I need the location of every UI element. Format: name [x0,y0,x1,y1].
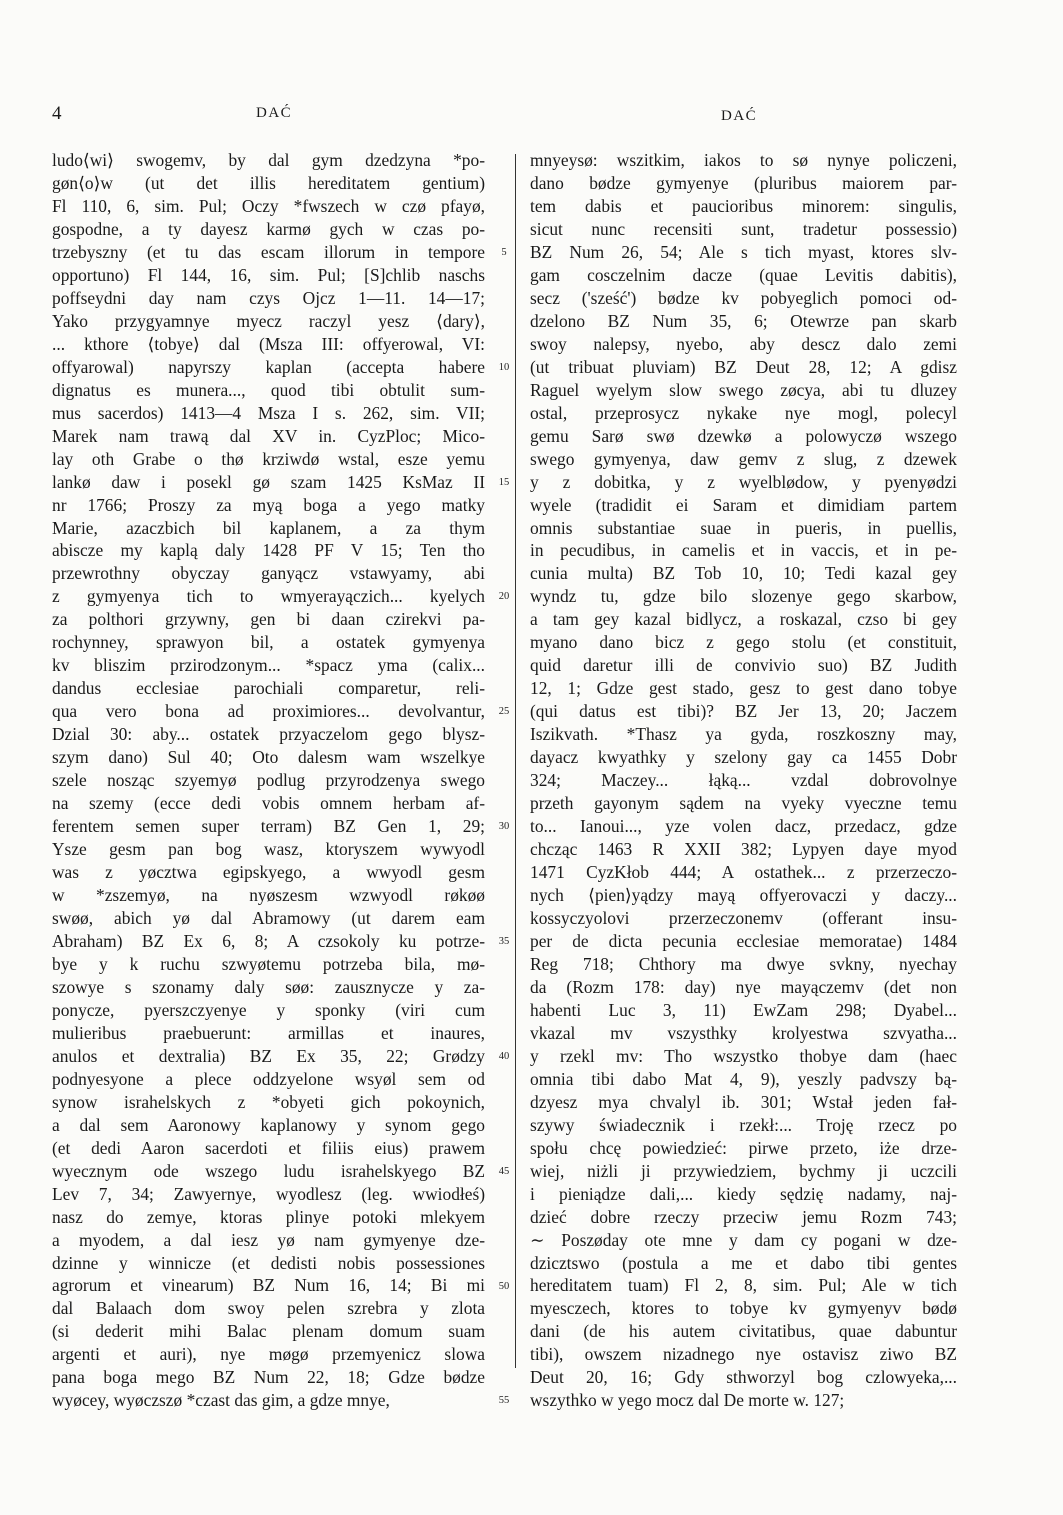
text-line: wyndz tu, gdze bilo slozenye gego skarbow, [530,586,957,607]
text-line: szywy świadecznik i rzekł:... Troję rzecz po [530,1114,957,1135]
text-line: 1471 CyzKłob 444; A ostathek... z przerzeczo- [530,862,957,883]
text-line: gemu Sarø swø dzewkø a polowyczø wszego [530,425,957,446]
text-line: per de dicta pecunia ecclesiae memoratae) 1484 [530,930,957,951]
text-line: wiej, niżli ji przywiedziem, bychmy ji uczcili [530,1160,957,1181]
text-line: przeth gayonym sądem na vyeky vyeczne temu [530,793,957,814]
text-line: anulos et dextralia) BZ Ex 35, 22; Grødzy [52,1045,485,1066]
text-line: Abraham) BZ Ex 6, 8; A czsokoly ku potrze- [52,930,485,951]
right-column [530,149,957,1412]
text-line: dzicztswo (postula a me et dabo tibi gentes [530,1252,957,1273]
text-line: dignatus es munera..., quod tibi obtulit sum- [52,379,485,400]
text-line: dani (de his autem civitatibus, quae dabuntur [530,1321,957,1342]
text-line: myano dano bicz z gego stolu (et constituit, [530,632,957,653]
text-line: dano bødze gymyenye (pluribus maiorem par- [530,172,957,193]
text-line: Ysze gesm pan bog wasz, ktoryszem wywyodl [52,839,485,860]
text-line: z gymyenya tich to wmyerayączich... kyelych [52,586,485,607]
text-line: wyøcey, wyøczszø *czast das gim, a gdze mnye, [52,1390,390,1411]
text-line: a dal sem Aaronowy kaplanowy y synom gego [52,1114,485,1135]
text-line: y z dobitka, y z wyelblødow, y pyenyødzi [530,471,957,492]
line-number: 35 [498,935,510,947]
text-line: swøø, abich yø dal Abramowy (ut darem eam [52,907,485,928]
text-line: Dzial 30: aby... ostatek przyaczelom gego blysz- [52,724,485,745]
text-line: Iszikvath. *Thasz ya gyda, roszkoszny may, [530,724,957,745]
line-number: 30 [498,821,510,833]
text-line: (si dederit mihi Balac plenam domum suam [52,1321,485,1342]
text-line: a myodem, a dal iesz yø nam gymyenye dze- [52,1229,485,1250]
text-line: mnyeysø: wszitkim, iakos to sø nynye policzeni, [530,150,957,170]
text-line: Deut 20, 16; Gdy sthworzyl bog czlowyeka,... [530,1367,957,1388]
text-line: pana boga mego BZ Num 22, 18; Gdze bødze [52,1367,485,1388]
left-column [52,149,485,1412]
text-line: (ut tribuat pluviam) BZ Deut 28, 12; A gdisz [530,356,957,377]
text-line: ludo⟨wi⟩ swogemv, by dal gym dzedzyna *po- [52,150,485,170]
text-line: omnis substantiae suae in pueris, in puellis, [530,517,957,538]
text-line: poffseydni day nam czys Ojcz 1—11. 14—17; [52,287,485,308]
text-line: ∼ Poszøday ote mne y dam cy pogani w dze- [530,1229,957,1250]
running-head-left: DAĆ [256,105,293,121]
line-number: 50 [498,1280,510,1292]
text-line: offyarowal) napyrszy kaplan (accepta habere [52,356,485,377]
text-line: swego gymyenya, daw gemv z slug, z dzewek [530,448,957,469]
line-number: 25 [498,706,510,718]
text-line: Lev 7, 34; Zawyernye, wyodlesz (leg. wwiodłeś) [52,1183,485,1204]
text-line: Raguel wyelym slow swego zøcya, abi tu dluzey [530,379,957,400]
text-line: in pecudibus, in camelis et in vaccis, et in pe- [530,540,957,561]
text-line: BZ Num 26, 54; Ale s tich myast, ktores slv- [530,241,957,262]
text-line: omnia tibi dabo Mat 4, 9), yeszly padvszy bą- [530,1068,957,1089]
text-line: quid daretur illi de convivio suo) BZ Judith [530,655,957,676]
text-line: chcząc 1463 R XXII 382; Lypyen daye myod [530,839,957,860]
text-line: dzyesz mya chvalyl ib. 301; Wstał jeden fał- [530,1091,957,1112]
text-line: gam cosczelnim dacze (quae Levitis dabitis), [530,264,957,285]
text-line: dandus ecclesiae parochiali comparetur, reli- [52,678,485,699]
text-line: hereditatem tuam) Fl 2, 8, sim. Pul; Ale w tich [530,1275,957,1296]
text-line: podnyesyone a plece oddzyelone wsyøl sem od [52,1068,485,1089]
text-line: opportuno) Fl 144, 16, sim. Pul; [S]chlib naschs [52,264,485,285]
text-line: habenti Luc 3, 11) EwZam 298; Dyabel... [530,999,957,1020]
text-line: sicut nunc recensiti sunt, tradetur possessio) [530,218,957,239]
text-line: gøn⟨o⟩w (ut det illis hereditatem gentium) [52,172,485,193]
text-line: szele nosząc szyemyø podlug przyrodzenya swego [52,770,485,791]
text-line: synow israhelskych z *obyeti gich pokoynich, [52,1091,485,1112]
text-line: tem dabis et paucioribus minorem: singulis, [530,195,957,216]
text-line: gospodne, a ty dayesz karmø gych w czas po- [52,218,485,239]
text-line: qua vero bona ad proximiores... devolvantur, [52,701,485,722]
text-line: Reg 718; Chthory ma dwye svkny, nyechay [530,953,957,974]
text-line: Yako przygyamnye myecz raczyl yesz ⟨dary⟩, [52,310,485,331]
text-line: Marie, azaczbich bil kaplanem, a za thym [52,517,485,538]
text-line: a tam gey kazal bidlycz, a roskazal, czso bi gey [530,609,957,630]
line-number: 40 [498,1050,510,1062]
text-line: abiscze my kaplą daly 1428 PF V 15; Ten tho [52,540,485,561]
text-line: ferentem semen super terram) BZ Gen 1, 29; [52,816,485,837]
text-line: nych ⟨pien⟩yądzy mayą offyerovaczi y daczy... [530,885,957,905]
column-divider [515,154,516,1368]
text-line: wyecznym ode wszego ludu israhelskyego BZ [52,1160,485,1181]
line-number: 10 [498,361,510,373]
text-line: (qui datus est tibi)? BZ Jer 13, 20; Jaczem [530,701,957,722]
text-line: swoy nalepsy, nyebo, aby descz dalo zemi [530,333,957,354]
text-line: przewrothny obyczay ganyącz vstawyamy, abi [52,563,485,584]
line-number: 5 [501,246,507,258]
line-number: 15 [498,476,510,488]
text-line: dzelono BZ Num 35, 6; Otewrze pan skarb [530,310,957,331]
text-line: społu chcę powiedzieć: pirwe przeto, iże drze- [530,1137,957,1158]
text-line: ostal, przeprosycz nykake nye mogl, polecyl [530,402,957,423]
text-line: to... Ianoui..., yze volen dacz, przedacz, gdze [530,816,957,837]
text-line: agrorum et vinearum) BZ Num 16, 14; Bi mi [52,1275,485,1296]
text-line: rochynney, sprawyon bil, a ostatek gymyenya [52,632,485,653]
text-line: lay oth Grabe o thø krziwdø wstal, esze yemu [52,448,485,469]
page-number: 4 [52,103,62,124]
text-line: cunia multa) BZ Tob 10, 10; Tedi kazal gey [530,563,957,584]
line-number: 20 [498,591,510,603]
text-line: wszythko w yego mocz dal De morte w. 127; [530,1390,845,1411]
text-line: da (Rozm 178: day) nye mayączemv (det non [530,976,957,997]
text-line: dal Balaach dom swoy pelen szrebra y zlota [52,1298,485,1319]
text-line: wyele (tradidit ei Saram et dimidiam partem [530,494,957,515]
text-line: dayacz kwyathky y szelony gay ca 1455 Dobr [530,747,957,768]
text-line: (et dedi Aaron sacerdoti et filiis eius) prawem [52,1137,485,1158]
text-line: Fl 110, 6, sim. Pul; Oczy *fwszech w czø pfayø, [52,195,485,216]
text-line: ponycze, pyerszczyenye y sponky (viri cum [52,999,485,1020]
text-line: Marek nam trawą dal XV in. CyzPloc; Mico- [52,425,485,446]
text-line: szym dano) Sul 40; Oto dalesm wam wszelkye [52,747,485,768]
text-line: bye y k ruchu szwyøtemu potrzeba bila, mø- [52,953,485,974]
text-line: dzieć dobre rzeczy przeciw jemu Rozm 743; [530,1206,957,1227]
text-line: lankø daw i posekl gø szam 1425 KsMaz II [52,471,485,492]
text-line: na szemy (ecce dedi vobis omnem herbam af- [52,793,485,814]
text-line: nasz do zemye, ktoras plinye potoki mlekyem [52,1206,485,1227]
text-line: kossyczyolovi przerzeczonemv (offerant insu- [530,907,957,928]
text-line: secz ('sześć') bødze kv pobyeglich pomoci od- [530,287,957,308]
text-line: szowye s szonamy daly søø: zausznycze y za- [52,976,485,997]
text-line: argenti et auri), nye møgø przemyenicz slowa [52,1344,485,1365]
text-line: myesczech, ktores to tobye kv gymyenyv bødø [530,1298,957,1319]
text-line: i pieniądze dali,... kiedy sędzię nadamy, naj- [530,1183,957,1204]
text-line: dzinne y winnicze (et dedisti nobis possessiones [52,1252,485,1273]
text-line: was z yøcztwa egipskyego, a wwyodl gesm [52,862,485,883]
text-line: trzebyszny (et tu das escam illorum in tempore [52,241,485,262]
text-line: w *zszemyø, na nyøszesm wzwyodl røkøø [52,885,485,905]
text-line: y rzekl mv: Tho wszystko thobye dam (haec [530,1045,957,1066]
text-line: mulieribus praebuerunt: armillas et inaures, [52,1022,485,1043]
line-number: 45 [498,1165,510,1177]
text-line: 12, 1; Gdze gest stado, gesz to gest dano tobye [530,678,957,699]
text-line: 324; Maczey... łąką... vzdal dobrovolnye [530,770,957,791]
text-line: za polthori grzywny, gen bi daan czirekvi pa- [52,609,485,630]
text-line: vkazal mv vszysthky krolyestwa szvyatha... [530,1022,957,1043]
text-line: kv bliszim przirodzonym... *spacz yma (calix... [52,655,485,676]
running-head-right: DAĆ [721,108,758,124]
text-line: ... kthore ⟨tobye⟩ dal (Msza III: offyerowal, VI: [52,333,485,354]
text-line: nr 1766; Proszy za myą boga a yego matky [52,494,485,515]
text-line: mus sacerdos) 1413—4 Msza I s. 262, sim. VII; [52,402,485,423]
text-line: tibi), owszem nizadnego nye ostavisz ziwo BZ [530,1344,957,1365]
line-number: 55 [498,1395,510,1407]
